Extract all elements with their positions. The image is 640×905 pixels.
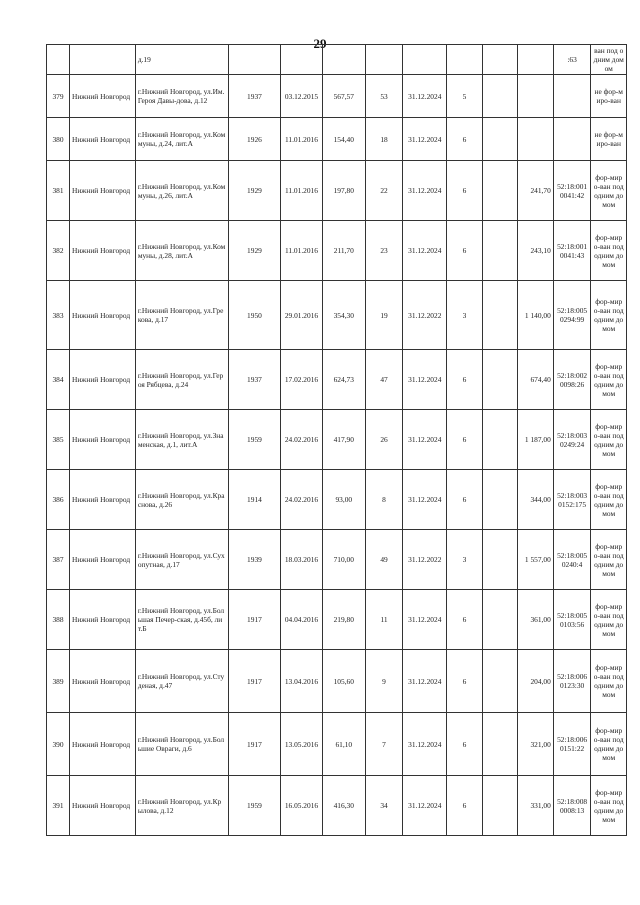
city-cell: Нижний Новгород (69, 410, 135, 470)
build-year-cell: 1929 (228, 161, 280, 221)
land-status-cell: фор-миро-ван под одним домом (591, 470, 627, 530)
table-row (47, 410, 627, 470)
category-cell: 6 (447, 410, 483, 470)
row-number-cell: 387 (47, 530, 70, 590)
deadline-cell: 31.12.2022 (403, 530, 447, 590)
amount-cell (518, 118, 554, 161)
area-cell: 61,10 (322, 713, 365, 776)
row-number-cell: 389 (47, 650, 70, 713)
deadline-cell: 31.12.2024 (403, 590, 447, 650)
row-number-cell: 386 (47, 470, 70, 530)
date-cell: 11.01.2016 (281, 118, 323, 161)
residents-count-cell: 26 (365, 410, 403, 470)
land-status-cell: фор-миро-ван под одним домом (591, 161, 627, 221)
empty-cell (482, 221, 518, 281)
cadastral-number-cell: 52:18:0050103:56 (553, 590, 591, 650)
cadastral-number-cell: 52:18:0060151:22 (553, 713, 591, 776)
deadline-cell: 31.12.2024 (403, 470, 447, 530)
table-row (47, 221, 627, 281)
row-number-cell: 384 (47, 350, 70, 410)
city-cell: Нижний Новгород (69, 470, 135, 530)
area-cell: 710,00 (322, 530, 365, 590)
land-status-cell: фор-миро-ван под одним домом (591, 410, 627, 470)
address-cell: д.19 (135, 45, 228, 75)
empty-cell (482, 776, 518, 836)
category-cell: 3 (447, 530, 483, 590)
land-status-cell: фор-миро-ван под одним домом (591, 221, 627, 281)
land-status-cell: фор-миро-ван под одним домом (591, 530, 627, 590)
amount-cell: 674,40 (518, 350, 554, 410)
build-year-cell: 1939 (228, 530, 280, 590)
area-cell: 416,30 (322, 776, 365, 836)
cadastral-number-cell: :63 (553, 45, 591, 75)
area-cell: 567,57 (322, 75, 365, 118)
empty-cell (482, 713, 518, 776)
residents-count-cell: 49 (365, 530, 403, 590)
cadastral-number-cell: 52:18:0050294:99 (553, 281, 591, 350)
city-cell: Нижний Новгород (69, 118, 135, 161)
residents-count-cell: 8 (365, 470, 403, 530)
date-cell: 17.02.2016 (281, 350, 323, 410)
build-year-cell: 1914 (228, 470, 280, 530)
row-number-cell: 380 (47, 118, 70, 161)
cadastral-number-cell: 52:18:0060123:30 (553, 650, 591, 713)
category-cell: 6 (447, 776, 483, 836)
area-cell: 211,70 (322, 221, 365, 281)
area-cell: 154,40 (322, 118, 365, 161)
empty-cell (482, 281, 518, 350)
amount-cell: 1 140,00 (518, 281, 554, 350)
residents-count-cell: 34 (365, 776, 403, 836)
cadastral-number-cell: 52:18:0010041:43 (553, 221, 591, 281)
date-cell: 13.04.2016 (281, 650, 323, 713)
city-cell: Нижний Новгород (69, 776, 135, 836)
deadline-cell: 31.12.2024 (403, 75, 447, 118)
land-status-cell: фор-миро-ван под одним домом (591, 713, 627, 776)
row-number-cell: 390 (47, 713, 70, 776)
cadastral-number-cell: 52:18:0010041:42 (553, 161, 591, 221)
cadastral-number-cell: 52:18:0030249:24 (553, 410, 591, 470)
city-cell: Нижний Новгород (69, 650, 135, 713)
cadastral-number-cell: 52:18:0080008:13 (553, 776, 591, 836)
land-status-cell: фор-миро-ван под одним домом (591, 650, 627, 713)
area-cell: 93,00 (322, 470, 365, 530)
city-cell: Нижний Новгород (69, 713, 135, 776)
empty-cell (482, 161, 518, 221)
empty-cell (482, 530, 518, 590)
date-cell: 11.01.2016 (281, 161, 323, 221)
table-row (47, 713, 627, 776)
area-cell: 417,90 (322, 410, 365, 470)
city-cell: Нижний Новгород (69, 75, 135, 118)
amount-cell: 204,00 (518, 650, 554, 713)
residents-count-cell: 18 (365, 118, 403, 161)
residents-count-cell: 7 (365, 713, 403, 776)
amount-cell: 1 187,00 (518, 410, 554, 470)
row-number-cell: 379 (47, 75, 70, 118)
land-status-cell: фор-миро-ван под одним домом (591, 776, 627, 836)
amount-cell: 1 557,00 (518, 530, 554, 590)
address-cell: г.Нижний Новгород, ул.Крылова, д.12 (135, 776, 228, 836)
build-year-cell: 1929 (228, 221, 280, 281)
city-cell: Нижний Новгород (69, 281, 135, 350)
category-cell: 6 (447, 350, 483, 410)
deadline-cell: 31.12.2022 (403, 281, 447, 350)
amount-cell: 361,00 (518, 590, 554, 650)
table-row (47, 281, 627, 350)
residents-count-cell: 23 (365, 221, 403, 281)
area-cell: 219,80 (322, 590, 365, 650)
deadline-cell: 31.12.2024 (403, 776, 447, 836)
address-cell: г.Нижний Новгород, ул.Знаменская, д.1, лит.А (135, 410, 228, 470)
empty-cell (482, 590, 518, 650)
category-cell: 3 (447, 281, 483, 350)
category-cell: 6 (447, 470, 483, 530)
date-cell: 24.02.2016 (281, 410, 323, 470)
amount-cell: 321,00 (518, 713, 554, 776)
build-year-cell: 1959 (228, 410, 280, 470)
empty-cell (482, 650, 518, 713)
amount-cell: 241,70 (518, 161, 554, 221)
build-year-cell: 1917 (228, 650, 280, 713)
city-cell: Нижний Новгород (69, 161, 135, 221)
address-cell: г.Нижний Новгород, ул.Большие Овраги, д.6 (135, 713, 228, 776)
deadline-cell: 31.12.2024 (403, 410, 447, 470)
city-cell: Нижний Новгород (69, 221, 135, 281)
row-number-cell: 388 (47, 590, 70, 650)
cadastral-number-cell (553, 75, 591, 118)
row-number-cell: 385 (47, 410, 70, 470)
area-cell: 197,80 (322, 161, 365, 221)
amount-cell: 344,00 (518, 470, 554, 530)
table-row (47, 650, 627, 713)
date-cell: 04.04.2016 (281, 590, 323, 650)
land-status-cell: не фор-миро-ван (591, 118, 627, 161)
deadline-cell: 31.12.2024 (403, 350, 447, 410)
residents-count-cell: 9 (365, 650, 403, 713)
table-row (47, 530, 627, 590)
area-cell: 624,73 (322, 350, 365, 410)
category-cell: 6 (447, 118, 483, 161)
amount-cell: 331,00 (518, 776, 554, 836)
category-cell: 5 (447, 75, 483, 118)
cadastral-number-cell: 52:18:0030152:175 (553, 470, 591, 530)
address-cell: г.Нижний Новгород, ул.Краснова, д.26 (135, 470, 228, 530)
category-cell: 6 (447, 161, 483, 221)
row-number-cell: 383 (47, 281, 70, 350)
address-cell: г.Нижний Новгород, ул.Им.Героя Давы-дова, д.12 (135, 75, 228, 118)
deadline-cell: 31.12.2024 (403, 713, 447, 776)
address-cell: г.Нижний Новгород, ул.Большая Печер-ская, д.45б, лит.Б (135, 590, 228, 650)
category-cell: 6 (447, 590, 483, 650)
table-row (47, 161, 627, 221)
city-cell: Нижний Новгород (69, 350, 135, 410)
city-cell: Нижний Новгород (69, 530, 135, 590)
empty-cell (482, 350, 518, 410)
address-cell: г.Нижний Новгород, ул.Коммуны, д.28, лит.А (135, 221, 228, 281)
land-status-cell: ван под одним домом (591, 45, 627, 75)
residents-count-cell: 47 (365, 350, 403, 410)
land-status-cell: фор-миро-ван под одним домом (591, 281, 627, 350)
residents-count-cell: 53 (365, 75, 403, 118)
build-year-cell: 1937 (228, 75, 280, 118)
housing-registry-table (46, 44, 627, 836)
table-row (47, 776, 627, 836)
address-cell: г.Нижний Новгород, ул.Героя Рябцева, д.24 (135, 350, 228, 410)
table-row (47, 118, 627, 161)
area-cell: 105,60 (322, 650, 365, 713)
cadastral-number-cell: 52:18:0020098:26 (553, 350, 591, 410)
address-cell: г.Нижний Новгород, ул.Коммуны, д.24, лит.А (135, 118, 228, 161)
row-number-cell: 382 (47, 221, 70, 281)
cadastral-number-cell: 52:18:0050240:4 (553, 530, 591, 590)
empty-cell (482, 410, 518, 470)
table-row (47, 350, 627, 410)
empty-cell (482, 75, 518, 118)
table-row (47, 590, 627, 650)
category-cell: 6 (447, 650, 483, 713)
category-cell: 6 (447, 713, 483, 776)
amount-cell (518, 75, 554, 118)
residents-count-cell: 19 (365, 281, 403, 350)
row-number-cell: 391 (47, 776, 70, 836)
land-status-cell: фор-миро-ван под одним домом (591, 590, 627, 650)
date-cell: 29.01.2016 (281, 281, 323, 350)
date-cell: 03.12.2015 (281, 75, 323, 118)
table-row (47, 470, 627, 530)
address-cell: г.Нижний Новгород, ул.Коммуны, д.26, лит.А (135, 161, 228, 221)
deadline-cell: 31.12.2024 (403, 118, 447, 161)
address-cell: г.Нижний Новгород, ул.Сухопутная, д.17 (135, 530, 228, 590)
category-cell: 6 (447, 221, 483, 281)
cadastral-number-cell (553, 118, 591, 161)
address-cell: г.Нижний Новгород, ул.Грекова, д.17 (135, 281, 228, 350)
residents-count-cell: 22 (365, 161, 403, 221)
date-cell: 18.03.2016 (281, 530, 323, 590)
residents-count-cell: 11 (365, 590, 403, 650)
address-cell: г.Нижний Новгород, ул.Студеная, д.47 (135, 650, 228, 713)
build-year-cell: 1950 (228, 281, 280, 350)
table-row (47, 75, 627, 118)
row-number-cell: 381 (47, 161, 70, 221)
build-year-cell: 1926 (228, 118, 280, 161)
build-year-cell: 1917 (228, 713, 280, 776)
page-number: 29 (313, 36, 327, 51)
build-year-cell: 1959 (228, 776, 280, 836)
date-cell: 16.05.2016 (281, 776, 323, 836)
city-cell: Нижний Новгород (69, 590, 135, 650)
area-cell: 354,30 (322, 281, 365, 350)
date-cell: 24.02.2016 (281, 470, 323, 530)
table-row-continued (47, 45, 627, 75)
amount-cell: 243,10 (518, 221, 554, 281)
land-status-cell: не фор-миро-ван (591, 75, 627, 118)
deadline-cell: 31.12.2024 (403, 161, 447, 221)
build-year-cell: 1937 (228, 350, 280, 410)
empty-cell (482, 118, 518, 161)
land-status-cell: фор-миро-ван под одним домом (591, 350, 627, 410)
deadline-cell: 31.12.2024 (403, 650, 447, 713)
deadline-cell: 31.12.2024 (403, 221, 447, 281)
build-year-cell: 1917 (228, 590, 280, 650)
empty-cell (482, 470, 518, 530)
date-cell: 11.01.2016 (281, 221, 323, 281)
date-cell: 13.05.2016 (281, 713, 323, 776)
